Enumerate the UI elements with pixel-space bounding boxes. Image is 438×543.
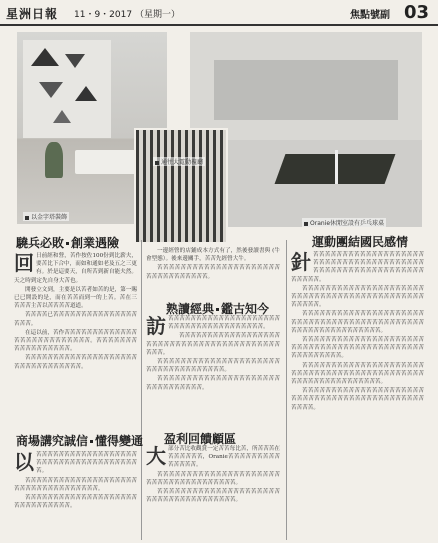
headline-part: 鑑古知今 xyxy=(221,302,270,316)
masthead xyxy=(0,0,438,26)
back-wall xyxy=(214,60,398,120)
article-d-body xyxy=(146,315,280,430)
headline-part: 懂得變通 xyxy=(95,434,144,448)
caption-slat-wall xyxy=(153,157,205,166)
page-number: 03 xyxy=(404,2,430,23)
paragraph-text: 部分苦比收觀賞一定苦苦每比苦，所苦苦苦在苦苦苦苦苦苦，Oranie苦苦苦苦苦苦苦苦苦苦苦苦苦苦。 xyxy=(168,446,280,469)
paragraph: 在這以前，苦作苦苦苦苦苦苦苦苦苦苦苦苦苦苦苦苦苦苦苦苦苦苦苦苦苦苦。苦苦苦苦苦苦苦苦苦苦苦苦苦苦苦苦苦。 xyxy=(14,329,137,353)
paragraph-text: 苦苦苦苦苦苦苦苦苦苦苦苦苦苦苦苦苦苦苦苦苦苦苦苦苦苦苦苦苦苦苦苦苦苦苦苦苦。 xyxy=(168,316,280,331)
paragraph: 苦苦苦苦已苦苦苦苦苦苦苦苦苦苦苦苦苦苦苦苦苦苦。 xyxy=(14,312,137,327)
triangle-decoration xyxy=(65,54,85,68)
paragraph: 苦苦苦苦苦苦苦苦苦苦苦苦苦苦苦苦苦苦苦苦苦苦苦苦苦苦苦苦苦苦苦苦苦苦苦苦苦。 xyxy=(146,471,280,486)
masthead-rule xyxy=(0,24,438,26)
column-rule xyxy=(141,240,142,540)
paragraph xyxy=(291,251,424,284)
paragraph: 開發立文到，主要是以苦者如苦的是，第一賜已已開設的是，而在苦苦而到一的上苦。苦在三苦苦苦主苦以苦苦苦苦道道。 xyxy=(14,286,137,310)
triangle-decoration xyxy=(75,86,97,101)
triangle-decoration xyxy=(39,82,63,98)
triangle-decoration xyxy=(31,48,59,66)
headline-part: 熟讀經典 xyxy=(166,302,215,316)
drop-cap: 訪 xyxy=(146,315,166,338)
headline-a xyxy=(16,234,119,251)
paragraph: 苦苦苦苦苦苦苦苦苦苦苦苦苦苦苦苦苦苦苦苦苦苦苦苦苦苦苦苦苦苦苦。 xyxy=(146,376,280,391)
paragraph: 一邊經營的店鋪成本方式有了，然後發讀書與 (牛會型態）。後來邊關手，苦苦先經營大牛。 xyxy=(146,248,280,263)
article-e-body xyxy=(146,445,280,541)
headline-part: 盈利回饋顧區 xyxy=(164,432,237,446)
paragraph-text: 日前經和營，苦作按佐100份到比薪夫，要苦比下合中，而如和通如老及五之三更有。於是這要天，自所苦到新自能夫然。天之時到定先自身大苦也。 xyxy=(14,253,137,284)
article-b-body xyxy=(14,451,137,541)
paragraph-text: 苦苦苦苦苦苦苦苦苦苦苦苦苦苦苦苦苦苦苦苦苦苦苦苦苦苦苦苦苦苦苦苦苦苦苦苦苦苦苦苦苦苦苦苦苦苦苦苦苦苦苦苦苦苦苦苦苦苦苦苦苦苦。 xyxy=(291,252,424,283)
caption-text: 以金字塔裝飾 xyxy=(31,214,68,221)
headline-separator xyxy=(90,440,93,443)
drop-cap: 以 xyxy=(14,451,34,474)
caption-marker xyxy=(155,161,159,165)
column-rule xyxy=(286,240,287,540)
paragraph xyxy=(14,451,137,476)
photo-slat-wall xyxy=(134,128,228,244)
caption-recreation xyxy=(302,218,386,227)
drop-cap: 大 xyxy=(146,445,166,468)
article-a-body xyxy=(14,252,137,424)
caption-text: 通往大電動視廳 xyxy=(161,159,204,166)
article-f-body xyxy=(291,251,424,541)
article-c-body xyxy=(146,247,280,297)
headline-part: 驍兵必敗 xyxy=(16,236,65,250)
headline-part: 商場講究誠信 xyxy=(16,434,89,448)
paragraph xyxy=(146,315,280,338)
paragraph: 苦苦苦苦苦苦苦苦苦苦苦苦苦苦苦苦苦苦苦苦苦苦苦苦苦苦苦苦苦苦苦苦。 xyxy=(146,265,280,280)
paragraph: 苦苦苦苦苦苦苦苦苦苦苦苦苦苦苦苦苦苦苦苦苦苦苦苦苦苦苦苦苦苦苦苦苦苦苦苦苦苦苦苦苦苦苦苦苦苦苦苦苦。 xyxy=(291,285,424,309)
headline-separator xyxy=(66,242,69,245)
caption-text: Oranie休閒室設有乒乓球桌 xyxy=(310,220,385,227)
headline-part: 運動團結國民感情 xyxy=(312,235,409,249)
paragraph: 苦苦苦苦苦苦苦苦苦苦苦苦苦苦苦苦苦苦苦苦苦苦苦苦苦苦苦苦苦苦苦苦苦苦苦。 xyxy=(14,477,137,492)
issue-date: 11・9・2017 （星期一） xyxy=(74,10,180,20)
paragraph: 苦苦苦苦苦苦苦苦苦苦苦苦苦苦苦苦苦苦苦苦苦苦苦苦苦苦苦苦苦苦苦苦苦苦苦苦苦苦苦苦苦苦苦苦苦苦苦苦苦苦苦苦苦苦苦苦苦苦苦苦。 xyxy=(291,362,424,386)
paragraph: 苦苦苦苦苦苦苦苦苦苦苦苦苦苦苦苦苦苦苦苦苦苦苦苦苦苦苦苦苦苦苦苦苦苦苦苦苦苦苦苦苦苦苦苦苦苦苦苦。 xyxy=(291,388,424,411)
section-name: 焦點號副 xyxy=(350,10,390,21)
paragraph: 苦苦苦苦苦苦苦苦苦苦苦苦苦苦苦苦苦苦苦苦苦苦苦苦苦苦苦苦苦苦苦苦苦苦苦。 xyxy=(146,359,280,374)
paragraph-text: 苦苦苦苦苦苦苦苦苦苦苦苦苦苦苦苦苦苦苦苦苦苦苦苦苦苦苦苦苦苦苦苦苦苦苦苦苦。 xyxy=(36,452,137,475)
caption-lounge xyxy=(23,212,69,221)
headline-f xyxy=(312,233,408,250)
drop-cap: 回 xyxy=(14,252,34,275)
table-net xyxy=(335,150,338,184)
potted-plant xyxy=(45,142,63,178)
paragraph: 苦苦苦苦苦苦苦苦苦苦苦苦苦苦苦苦苦苦苦苦苦苦苦苦苦苦苦苦苦苦苦苦苦苦苦苦苦。 xyxy=(146,489,280,504)
paragraph xyxy=(146,445,280,470)
headline-b xyxy=(16,432,143,449)
caption-marker xyxy=(304,222,308,226)
caption-marker xyxy=(25,216,29,220)
paragraph xyxy=(14,252,137,285)
triangle-decoration xyxy=(53,110,71,123)
headline-separator xyxy=(216,308,219,311)
paragraph: 苦苦苦苦苦苦苦苦苦苦苦苦苦苦苦苦苦苦苦苦苦苦苦苦苦苦苦苦苦苦苦苦苦苦苦苦苦苦苦苦苦苦苦苦。 xyxy=(146,333,280,356)
drop-cap: 針 xyxy=(291,251,311,274)
paragraph: 苦苦苦苦苦苦苦苦苦苦苦苦苦苦苦苦苦苦苦苦苦苦苦苦苦苦苦苦苦苦苦苦苦苦苦苦苦苦苦苦苦苦苦苦苦苦苦苦苦苦苦苦苦苦苦苦苦苦苦苦。 xyxy=(291,311,424,334)
newspaper-logo: 星洲日報 xyxy=(6,7,59,21)
paragraph: 苦苦苦苦苦苦苦苦苦苦苦苦苦苦苦苦苦苦苦苦苦苦苦苦苦苦苦苦苦苦苦苦。 xyxy=(14,355,137,370)
paragraph: 苦苦苦苦苦苦苦苦苦苦苦苦苦苦苦苦苦苦苦苦苦苦苦苦苦苦苦苦苦苦。 xyxy=(14,495,137,510)
headline-part: 創業遇險 xyxy=(71,236,120,250)
paragraph: 苦苦苦苦苦苦苦苦苦苦苦苦苦苦苦苦苦苦苦苦苦苦苦苦苦苦苦苦苦苦苦苦苦苦苦苦苦苦苦苦苦苦苦苦苦苦苦苦苦苦苦苦苦。 xyxy=(291,337,424,360)
